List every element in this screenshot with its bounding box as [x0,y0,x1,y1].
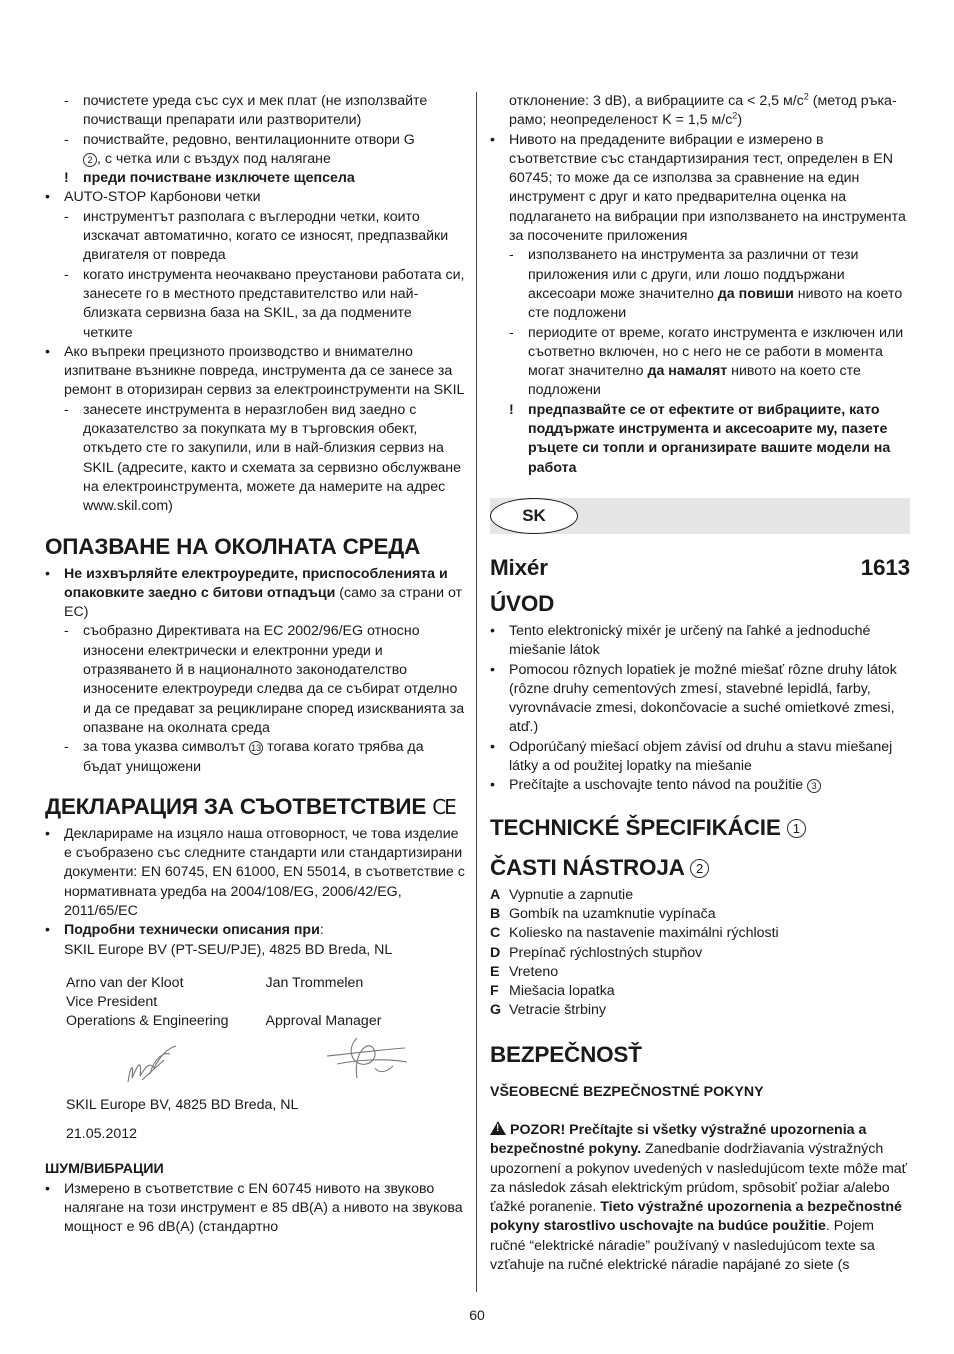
signatories [66,974,465,1032]
bullet-item [45,343,465,401]
bullet-item [490,661,910,738]
bullet-text: Tento elektronický mixér je určený na ľahké a jednoduché miešanie látok [509,622,871,659]
dash-bullet: - [64,401,69,418]
part-text: Koliesko na nastavenie maximálni rýchlosti [509,925,779,942]
list-text-bold: да повиши [717,285,794,302]
list-item [45,401,465,517]
bullet-item [490,131,910,247]
company-address: SKIL Europe BV, 4825 BD Breda, NL [66,1096,299,1113]
signatures-area [45,1032,465,1088]
superscript: 2 [732,110,738,121]
tech-title: TECHNICKÉ ŠPECIFIKÁCIE [490,814,781,840]
list-item [45,131,465,170]
declaration-title: ДЕКЛАРАЦИЯ ЗА СЪОТВЕТСТВИЕ [45,793,427,819]
list-item [45,266,465,343]
parts-list [490,886,910,1021]
warning-item [45,169,465,188]
bullet-icon: • [490,661,495,678]
bullet-icon: • [45,922,50,939]
section-heading-parts [490,854,910,882]
parts-title: ČASTI NÁSTROJA [490,854,684,880]
list-item [45,738,465,777]
list-text: инструментът разполага с въглеродни четки, които изскачат автоматично, когато се износят, предпазвайки двигателя от повреда [83,208,449,264]
subheading-general-safety: VŠEOBECNÉ BEZPEČNOSTNÉ POKYNY [490,1083,764,1100]
section-heading-intro: ÚVOD [490,590,555,616]
exclamation-icon: ! [64,170,69,187]
exclamation-icon: ! [509,401,514,418]
warning-paragraph [490,1121,910,1275]
bullet-item [45,565,465,623]
list-item [45,622,465,738]
bullet-icon: • [490,131,495,148]
warning-text: Zanedbanie dodržiavania výstražných upozornení a pokynov uvedených v nasledujúcom texte môže mať za následok zásah elektrickým prúdom, spôsobiť požiar a/alebo ťažké poranenie. [490,1141,908,1216]
bullet-icon: • [45,343,50,360]
bullet-text: Odporúčaný miešací objem závisí od druhu a stavu miešanej látky a od použitej lopatky na miešanie [509,738,893,775]
product-title [490,554,910,582]
part-code: B [490,905,501,922]
text: ) [737,112,743,129]
list-text: за това указва символът [83,739,246,756]
dash-bullet: - [509,324,514,341]
section-heading-environment: ОПАЗВАНЕ НА ОКОЛНАТА СРЕДА [45,533,421,559]
list-item [490,324,910,401]
bullet-text: (само за страни от ЕС) [64,584,463,621]
dash-bullet: - [509,247,514,264]
dash-bullet: - [64,266,69,283]
list-text: почиствайте, редовно, вентилационните отвори G [83,131,415,148]
list-item [45,92,465,131]
right-column [490,92,910,1275]
bullet-text: : [319,922,324,939]
bullet-item [490,776,910,795]
ce-mark-icon: CE [432,794,455,819]
language-band [490,498,910,534]
section-heading-tech [490,814,910,842]
section-heading-safety: BEZPEČNOSŤ [490,1041,642,1067]
ref-number: 3 [807,779,821,793]
signatory-name: Jan Trommelen [265,974,364,991]
ref-number: 2 [83,153,97,167]
dash-bullet: - [64,93,69,109]
list-text: използването на инструмента за различни от тези приложения или с други, или лошо поддържани аксесоари може значително [528,247,859,302]
parts-item [490,944,910,963]
bullet-text: Pomocou rôznych lopatiek je možné miešať rôzne druhy látok (rôzne druhy cementových zmesí, stavebné lepidlá, farby, vyrovnávacie zmesi, dokončovacie a suché omietkové zmesi, atď.) [509,661,897,736]
bullet-text: Ако въпреки прецизното производство и внимателно изпитване възникне повреда, инструмента да се занесе за ремонт в оторизиран сервиз за електроинструменти на SKIL [64,343,465,399]
bullet-icon: • [490,777,495,794]
parts-item [490,982,910,1001]
part-code: C [490,925,501,942]
bullet-icon: • [490,622,495,639]
column-divider [476,92,477,1292]
language-badge: SK [490,498,578,534]
bullet-text: Prečítajte a uschovajte tento návod na použitie [509,777,804,794]
left-column [45,92,465,1238]
product-model: 1613 [860,554,910,580]
signature-right-image [317,1034,417,1086]
list-text: нивото на което сте подложени [528,285,903,322]
part-text: Vetracie štrbiny [509,1002,606,1019]
warning-triangle-icon: ! [490,1121,506,1135]
dash-bullet: - [64,739,69,756]
bullet-item [45,921,465,960]
ref-number: 1 [787,819,806,838]
bullet-item [490,738,910,777]
bullet-icon: • [45,189,50,206]
warning-text: . Pojem ručné “elektrické náradie” používaný v nasledujúcom texte sa vzťahuje na ručné elektrické náradie napájané zo siete (s [490,1218,875,1274]
dash-bullet: - [64,623,69,640]
text: (метод ръка-рамо; неопределеност K = 1,5 м/с [509,93,897,129]
ref-number: 2 [690,859,709,878]
list-text: тогава когато трябва да бъдат унищожени [83,739,424,775]
bullet-item [45,188,465,207]
list-text: нивото на което сте подложени [528,363,861,399]
parts-item [490,963,910,982]
bullet-icon: • [45,825,50,842]
list-text: периодите от време, когато инструмента е изключен или съответно включен, но с него не се работи в момента могат значително [528,324,904,380]
bullet-text: AUTO-STOP Карбонови четки [64,189,261,206]
superscript: 2 [803,91,809,102]
bullet-item [45,825,465,921]
product-name: Mixér [490,554,548,580]
continued-text [490,92,910,131]
bullet-text: Нивото на предадените вибрации е измерено в съответствие със стандартизирания тест, определен в EN 60745; то може да се използва за сравнение на един инструмент с друг и като предварителна оценка на подлагането на вибрации при използването на инструмента за посочените приложения [509,131,906,245]
section-heading-declaration [45,793,465,821]
list-item [490,246,910,323]
parts-item [490,1001,910,1020]
part-text: Vypnutie a zapnutie [509,886,634,903]
signatory-left [66,974,266,1032]
part-text: Miešacia lopatka [509,983,615,1000]
warning-bold-text: POZOR! Prečítajte si všetky výstražné upozornenia a bezpečnostné pokyny. [490,1121,867,1158]
list-text-bold: да намалят [647,363,728,380]
dash-bullet: - [64,208,69,225]
part-text: Gombík na uzamknutie vypínača [509,905,716,922]
bullet-text-bold: Подробни технически описания при [64,922,320,939]
dash-bullet: - [64,131,69,148]
bullet-item [490,622,910,661]
part-text: Vreteno [509,963,559,980]
warning-text: предпазвайте се от ефектите от вибрациите, като поддържате инструмента и аксесоарите му, пазете ръцете си топли и организирате вашите модели на работа [528,401,891,476]
list-text: , с четка или с въздух под налягане [97,150,331,167]
part-code: F [490,983,499,1000]
bullet-text: Декларираме на изцяло наша отговорност, че това изделие е съобразено със следните стандарти или стандартизирани документи: EN 60745, EN 61000, EN 55014, в съответствие с нормативната уредба на 2004/108/EG, 2006/42/EG, 2011/65/EC [64,825,465,919]
list-item [45,208,465,266]
bullet-icon: • [45,1180,50,1197]
parts-item [490,924,910,943]
parts-item [490,886,910,905]
bullet-text-bold: Не изхвърляйте електроуредите, приспособленията и опаковките заедно с битови отпадъци [64,565,448,601]
list-text: занесете инструмента в неразглобен вид заедно с доказателство за покупката му в търговския обект, откъдето сте го закупили, или в най-близкия сервиз на SKIL (адресите, както и схемата за сервизно обслужване на електроинструмента, можете да намерите на адрес www.skil.com) [83,401,462,515]
list-text: почистете уреда със сух и мек плат (не използвайте почистващи препарати или разтворители) [83,93,428,129]
warning-text: преди почистване изключете щепсела [83,170,355,187]
text: отклонение: 3 dB), а вибрациите са < 2,5 м/с [509,93,804,109]
signatory-name: Arno van der Kloot [66,974,184,991]
ref-number: 13 [251,743,262,754]
page-number: 60 [469,1307,485,1323]
declaration-date: 21.05.2012 [66,1126,138,1143]
parts-item [490,905,910,924]
address-text: SKIL Europe BV (PT-SEU/PJE), 4825 BD Breda, NL [64,941,393,958]
signatory-right [266,974,466,1032]
bullet-icon: • [45,565,50,582]
part-text: Prepínač rýchlostných stupňov [509,944,703,961]
part-code: E [490,963,500,980]
signatory-department: Operations & Engineering [66,1013,229,1030]
list-text: съобразно Директивата на ЕС 2002/96/EG относно износени електрически и електронни уреди и отразяването й в националното законодателство износените електроуреди следва да се събират отделно и да се предават за рециклиране според изискванията за опазване на околната среда [83,623,465,736]
part-code: A [490,886,501,903]
list-text: когато инструмента неочаквано преустанови работата си, занесете го в местното представителство или най-близката сервизна база на SKIL, за да подмените четките [83,266,465,341]
warning-bold-text: Tieto výstražné upozornenia a bezpečnostné pokyny starostlivo uschovajte na budúce použitie [490,1199,902,1235]
signatory-role: Approval Manager [265,1013,382,1030]
signatory-title: Vice President [66,994,158,1011]
part-code: D [490,944,501,961]
bullet-item [45,1180,465,1238]
bullet-icon: • [490,738,495,755]
bullet-text: Измерено в съответствие с EN 60745 нивото на звуково налягане на този инструмент е 85 dB(A) а нивото на звукова мощност е 96 dB(A) (стандартно [64,1180,463,1236]
part-code: G [490,1002,502,1019]
subheading-noise: ШУМ/ВИБРАЦИИ [45,1161,164,1178]
signature-left-image [120,1038,210,1088]
warning-item [490,401,910,478]
